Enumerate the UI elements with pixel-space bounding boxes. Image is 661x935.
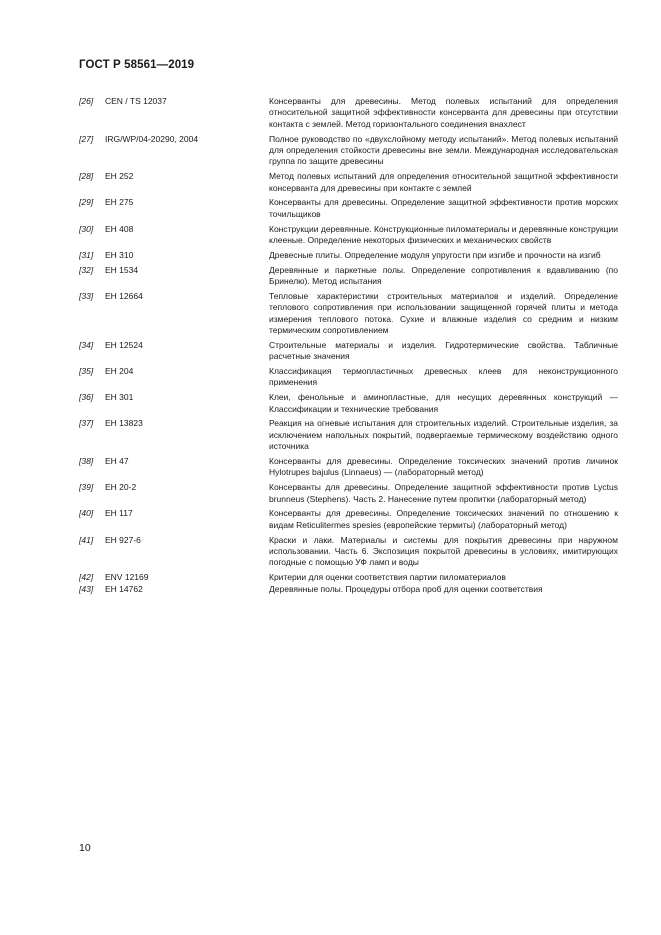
reference-title: Консерванты для древесины. Метод полевых испытаний для определения относительной защитной эффективности консерванта для древесины при отсутствии контакта с землей. Метод горизонтального соединения внахлест bbox=[269, 96, 618, 129]
reference-number: [28] bbox=[79, 171, 94, 182]
reference-code: ЕН 301 bbox=[105, 392, 134, 403]
reference-item bbox=[79, 291, 618, 337]
reference-item bbox=[79, 96, 618, 130]
reference-number: [41] bbox=[79, 534, 94, 545]
reference-item bbox=[79, 340, 618, 363]
reference-item bbox=[79, 134, 618, 168]
reference-number: [32] bbox=[79, 264, 94, 275]
reference-number: [37] bbox=[79, 418, 94, 429]
reference-item bbox=[79, 224, 618, 247]
reference-code: ЕН 1534 bbox=[105, 264, 139, 275]
reference-number: [35] bbox=[79, 366, 94, 377]
reference-title: Тепловые характеристики строительных материалов и изделий. Определение теплового сопротивления при использовании защищенной горячей плиты и метода измерения теплового потока. Сухие и влажные изделия со средним и низким термическим сопротивлением bbox=[269, 290, 618, 336]
page-number: 10 bbox=[79, 842, 91, 854]
document-header: ГОСТ Р 58561—2019 bbox=[79, 59, 195, 71]
reference-title: Краски и лаки. Материалы и системы для покрытия древесины при наружном использовании. Часть 6. Экспозиция покрытой древесины в условиях, имитирующих погодные с помощью УФ ламп и воды bbox=[269, 534, 618, 568]
reference-number: [39] bbox=[79, 482, 94, 493]
reference-title: Древесные плиты. Определение модуля упругости при изгибе и прочности на изгиб bbox=[269, 249, 601, 260]
reference-title: Деревянные и паркетные полы. Определение сопротивления к вдавливанию (по Бринелю). Метод испытания bbox=[269, 264, 618, 287]
reference-code: ЕН 12524 bbox=[105, 339, 143, 350]
reference-title: Консерванты для древесины. Определение токсических значений против личинок Hylotrupes bajulus (Linnaeus) — (лабораторный метод) bbox=[269, 456, 618, 478]
reference-code: ЕН 117 bbox=[105, 508, 133, 519]
reference-code: ЕН 927-6 bbox=[105, 534, 141, 545]
reference-code: ЕН 275 bbox=[105, 197, 134, 208]
reference-title: Строительные материалы и изделия. Гидротермические свойства. Табличные расчетные значения bbox=[269, 339, 618, 362]
reference-item bbox=[79, 508, 618, 531]
reference-code: ЕН 12664 bbox=[105, 290, 143, 301]
reference-item bbox=[79, 366, 618, 389]
reference-title: Деревянные полы. Процедуры отбора проб для оценки соответствия bbox=[269, 584, 543, 595]
reference-code: ЕН 408 bbox=[105, 223, 134, 234]
reference-number: [43] bbox=[79, 584, 94, 595]
reference-number: [42] bbox=[79, 572, 94, 583]
reference-title: Критерии для оценки соответствия партии пиломатериалов bbox=[269, 572, 506, 583]
reference-item bbox=[79, 482, 618, 505]
reference-item bbox=[79, 572, 618, 583]
reference-number: [29] bbox=[79, 197, 94, 208]
reference-title: Клеи, фенольные и аминопластные, для несущих деревянных конструкций — Классификации и технические требования bbox=[269, 392, 618, 414]
reference-title: Конструкции деревянные. Конструкционные пиломатериалы и деревянные конструкции клееные. Определение некоторых физических и механических свойств bbox=[269, 223, 618, 246]
reference-title: Реакция на огневые испытания для строительных изделий. Строительные изделия, за исключением напольных покрытий, подвергаемые термическому воздействию одного источника bbox=[269, 418, 618, 452]
reference-title: Консерванты для древесины. Определение токсических значений по отношению к видам Reticulitermes spesies (европейские термиты) (лабораторный метод) bbox=[269, 508, 618, 530]
reference-title: Полное руководство по «двухслойному методу испытаний». Метод полевых испытаний для определения стойкости древесины вне земли. Международная исследовательская группа по защите древесины bbox=[269, 133, 618, 167]
reference-code: ЕН 14762 bbox=[105, 584, 143, 595]
reference-item bbox=[79, 392, 618, 415]
reference-title: Консерванты для древесины. Определение защитной эффективности против Lyctus brunneus (Stephens). Часть 2. Нанесение путем пропитки (лабораторный метод) bbox=[269, 482, 618, 504]
reference-number: [40] bbox=[79, 508, 94, 519]
reference-item bbox=[79, 584, 618, 595]
reference-number: [27] bbox=[79, 133, 94, 144]
reference-item bbox=[79, 265, 618, 288]
reference-title: Метод полевых испытаний для определения относительной защитной эффективности консерванта для древесины при контакте с землей bbox=[269, 171, 618, 193]
reference-number: [36] bbox=[79, 392, 94, 403]
reference-item bbox=[79, 418, 618, 452]
reference-title: Консерванты для древесины. Определение защитной эффективности против морских точильщиков bbox=[269, 197, 618, 219]
reference-item bbox=[79, 456, 618, 479]
reference-number: [34] bbox=[79, 339, 94, 350]
reference-item bbox=[79, 197, 618, 220]
reference-code: ЕН 13823 bbox=[105, 418, 143, 429]
reference-number: [38] bbox=[79, 456, 94, 467]
reference-title: Классификация термопластичных древесных клеев для неконструкционного применения bbox=[269, 366, 618, 388]
reference-code: ЕН 20-2 bbox=[105, 482, 137, 493]
reference-code: IRG/WP/04-20290, 2004 bbox=[105, 133, 199, 144]
reference-code: CEN / TS 12037 bbox=[105, 96, 167, 106]
reference-code: ЕН 204 bbox=[105, 366, 134, 377]
reference-item bbox=[79, 535, 618, 569]
bibliography-list bbox=[79, 96, 618, 599]
reference-number: [33] bbox=[79, 290, 94, 301]
reference-code: ENV 12169 bbox=[105, 572, 149, 583]
reference-item bbox=[79, 171, 618, 194]
reference-number: [31] bbox=[79, 249, 94, 260]
reference-number: [30] bbox=[79, 223, 94, 234]
reference-item bbox=[79, 250, 618, 261]
reference-number: [26] bbox=[79, 96, 94, 106]
reference-code: ЕН 310 bbox=[105, 249, 134, 260]
reference-code: ЕН 252 bbox=[105, 171, 134, 182]
reference-code: ЕН 47 bbox=[105, 456, 129, 467]
